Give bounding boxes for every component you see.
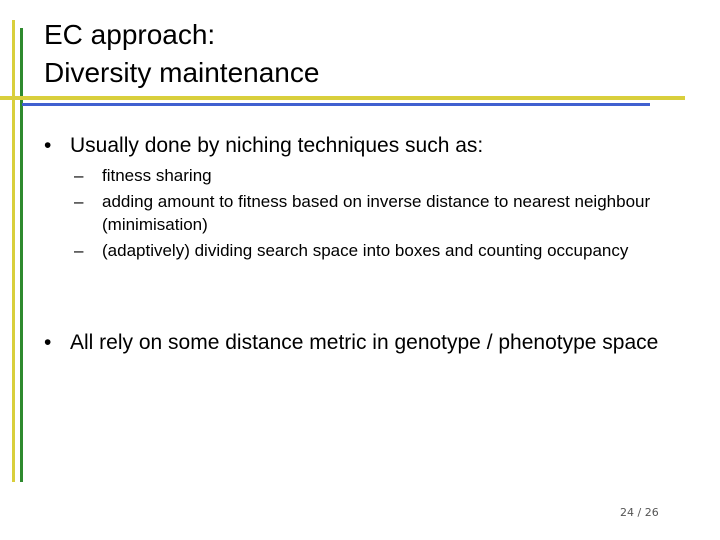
niching-techniques-list bbox=[74, 164, 664, 265]
bullet-item-niching bbox=[44, 132, 684, 160]
bullet-item-distance-metric bbox=[44, 329, 684, 357]
bullet-marker: • bbox=[44, 134, 52, 157]
bullet-text: All rely on some distance metric in genotype / phenotype space bbox=[70, 331, 659, 354]
bullet-marker: • bbox=[44, 331, 52, 354]
dash-marker: – bbox=[74, 241, 84, 260]
page-number: 24 / 26 bbox=[620, 506, 659, 519]
dash-marker: – bbox=[74, 192, 84, 211]
left-yellow-rule bbox=[12, 20, 15, 482]
sub-item-dividing-boxes bbox=[74, 239, 664, 262]
dash-marker: – bbox=[74, 166, 84, 185]
sub-item-text: adding amount to fitness based on inverse distance to nearest neighbour (minimisation) bbox=[102, 192, 651, 234]
title-blue-rule bbox=[22, 103, 650, 106]
slide-title bbox=[44, 16, 319, 92]
sub-item-fitness-sharing bbox=[74, 164, 664, 187]
sub-item-text: fitness sharing bbox=[102, 166, 212, 185]
slide-title-line-2: Diversity maintenance bbox=[44, 57, 320, 88]
slide-title-line-1: EC approach: bbox=[44, 19, 216, 50]
bullet-text: Usually done by niching techniques such as: bbox=[70, 134, 484, 157]
title-yellow-rule bbox=[0, 96, 685, 100]
sub-item-inverse-distance bbox=[74, 190, 664, 236]
sub-item-text: (adaptively) dividing search space into boxes and counting occupancy bbox=[102, 241, 629, 260]
